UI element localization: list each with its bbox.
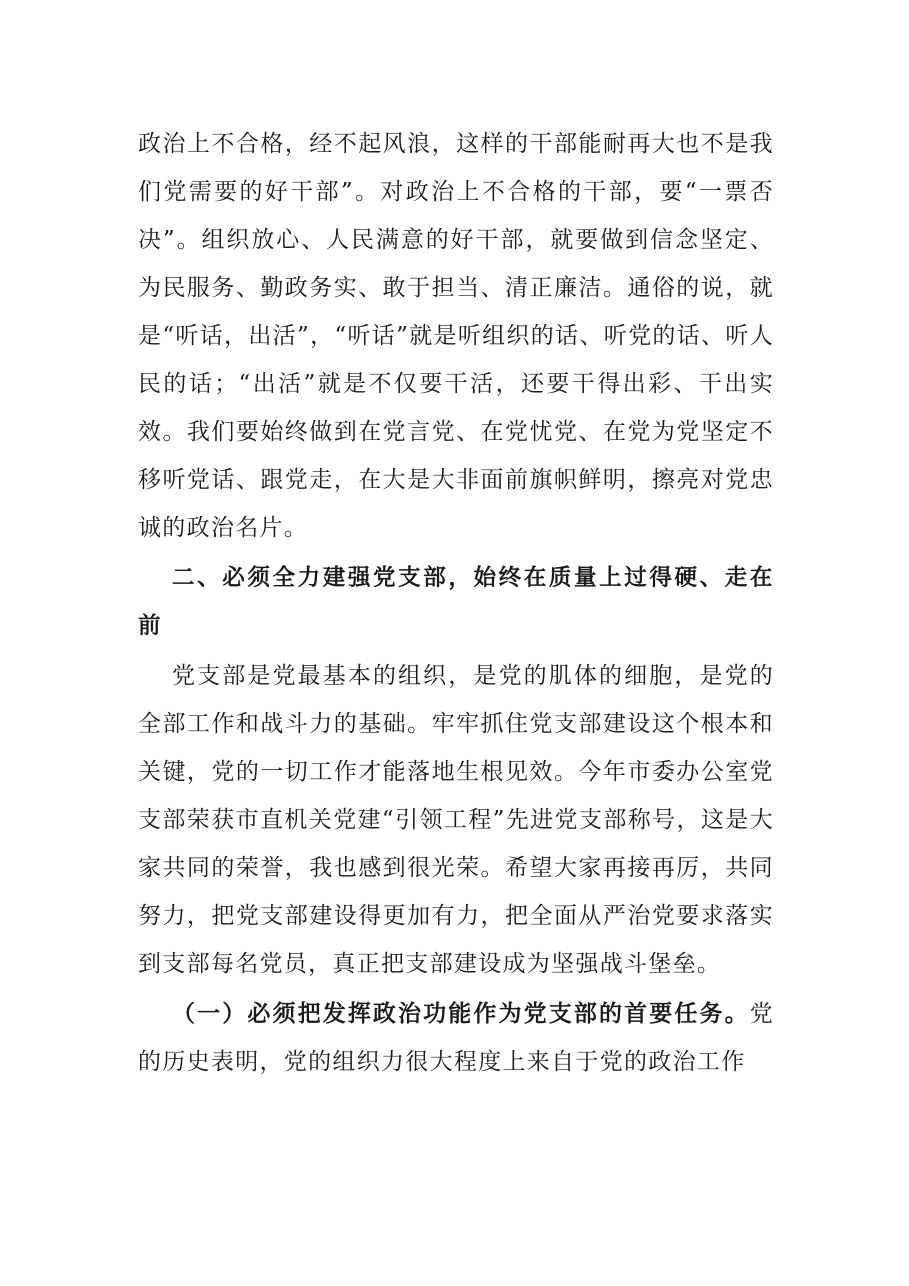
paragraph-branch: 党支部是党最基本的组织，是党的肌体的细胞，是党的全部工作和战斗力的基础。牢牢抓住党支部建设这个根本和关键，党的一切工作才能落地生根见效。今年市委办公室党支部荣获市直机关党建“引领工程”先进党支部称号，这是大家共同的荣誉，我也感到很光荣。希望大家再接再厉，共同努力，把党支部建设得更加有力，把全面从严治党要求落实到支部每名党员，真正把支部建设成为坚强战斗堡垒。 [138, 663, 774, 977]
document-body [138, 120, 774, 1086]
subsection-lead: （一）必须把发挥政治功能作为党支部的首要任务。 [172, 1000, 750, 1027]
paragraph-continued: 政治上不合格，经不起风浪，这样的干部能耐再大也不是我们党需要的好干部”。对政治上不合格的干部，要“一票否决”。组织放心、人民满意的好干部，就要做到信念坚定、为民服务、勤政务实、敢于担当、清正廉洁。通俗的说，就是“听话，出活”，“听话”就是听组织的话、听党的话、听人民的话；“出活”就是不仅要干活，还要干得出彩、干出实效。我们要始终做到在党言党、在党忧党、在党为党坚定不移听党话、跟党走，在大是大非面前旗帜鲜明，擦亮对党忠诚的政治名片。 [138, 131, 774, 541]
paragraph-subsection [138, 990, 774, 1086]
section-heading: 二、必须全力建强党支部，始终在质量上过得硬、走在前 [138, 565, 774, 639]
subsection-body: 党的历史表明，党的组织力很大程度上来自于党的政治工作 [138, 1001, 774, 1075]
